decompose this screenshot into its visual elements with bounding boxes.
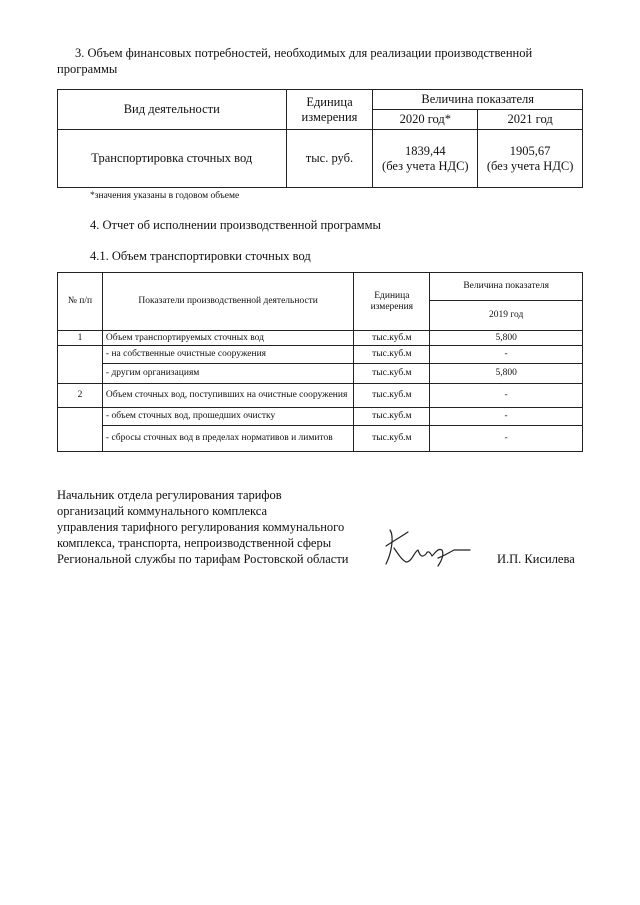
- financial-needs-table: [57, 89, 583, 188]
- table1-footnote: *значения указаны в годовом объеме: [90, 191, 240, 201]
- t1-header-year1: 2020 год*: [373, 110, 478, 130]
- t2-name: - на собственные очистные сооружения: [102, 346, 353, 364]
- signatory-name: И.П. Кисилева: [497, 552, 575, 566]
- signature-title-line5: Региональной службы по тарифам Ростовской области: [57, 552, 349, 566]
- t1-value1-note: (без учета НДС): [382, 158, 469, 173]
- t1-cell-value1: [373, 130, 478, 188]
- t2-unit: тыс.куб.м: [354, 331, 430, 346]
- t1-cell-value2: [478, 130, 583, 188]
- t2-num: 1: [58, 331, 103, 346]
- t2-unit: тыс.куб.м: [354, 364, 430, 384]
- t2-name: - объем сточных вод, прошедших очистку: [102, 408, 353, 426]
- t2-header-value: Величина показателя: [430, 273, 583, 301]
- t1-cell-activity: Транспортировка сточных вод: [58, 130, 287, 188]
- table-row: [58, 346, 583, 364]
- table-row: [58, 426, 583, 452]
- section41-heading: 4.1. Объем транспортировки сточных вод: [90, 249, 311, 263]
- t2-unit: тыс.куб.м: [354, 408, 430, 426]
- t2-num: [58, 408, 103, 452]
- t2-name: - сбросы сточных вод в пределах нормативов и лимитов: [102, 426, 353, 452]
- t2-header-year: 2019 год: [430, 301, 583, 331]
- t2-value: 5,800: [430, 364, 583, 384]
- wastewater-volume-table: [57, 272, 583, 452]
- t2-header-unit: Единица измерения: [354, 273, 430, 331]
- section3-heading-line1: 3. Объем финансовых потребностей, необходимых для реализации производственной: [75, 46, 533, 60]
- t2-value: 5,800: [430, 331, 583, 346]
- t1-header-unit: Единица измерения: [286, 90, 373, 130]
- signature-title-line1: Начальник отдела регулирования тарифов: [57, 488, 282, 502]
- signature-block: [57, 487, 348, 567]
- handwritten-signature: [372, 522, 472, 572]
- t2-header-num: № п/п: [58, 273, 103, 331]
- t2-unit: тыс.куб.м: [354, 384, 430, 408]
- t2-value: -: [430, 426, 583, 452]
- t2-name: Объем сточных вод, поступивших на очистные сооружения: [102, 384, 353, 408]
- t2-name: Объем транспортируемых сточных вод: [102, 331, 353, 346]
- t1-header-value: Величина показателя: [373, 90, 583, 110]
- signature-title-line2: организаций коммунального комплекса: [57, 504, 268, 518]
- t2-unit: тыс.куб.м: [354, 346, 430, 364]
- table-row: [58, 130, 583, 188]
- t2-value: -: [430, 384, 583, 408]
- t1-value2-amount: 1905,67: [509, 143, 551, 158]
- t1-header-year2: 2021 год: [478, 110, 583, 130]
- section3-heading-line2: программы: [57, 62, 118, 76]
- table-row: [58, 364, 583, 384]
- t2-value: -: [430, 408, 583, 426]
- t2-num: [58, 346, 103, 384]
- t2-value: -: [430, 346, 583, 364]
- signature-title-line3: управления тарифного регулирования коммунального: [57, 520, 345, 534]
- t2-unit: тыс.куб.м: [354, 426, 430, 452]
- t2-num: 2: [58, 384, 103, 408]
- t1-value1-amount: 1839,44: [405, 143, 446, 158]
- t2-name: - другим организациям: [102, 364, 353, 384]
- signature-title-line4: комплекса, транспорта, непроизводственной сферы: [57, 536, 332, 550]
- table-row: [58, 408, 583, 426]
- t1-cell-unit: тыс. руб.: [286, 130, 373, 188]
- t1-header-activity: Вид деятельности: [58, 90, 287, 130]
- table-row: [58, 331, 583, 346]
- t2-header-indicator: Показатели производственной деятельности: [102, 273, 353, 331]
- section4-heading: 4. Отчет об исполнении производственной программы: [90, 218, 381, 232]
- t1-value2-note: (без учета НДС): [486, 158, 574, 173]
- table-row: [58, 384, 583, 408]
